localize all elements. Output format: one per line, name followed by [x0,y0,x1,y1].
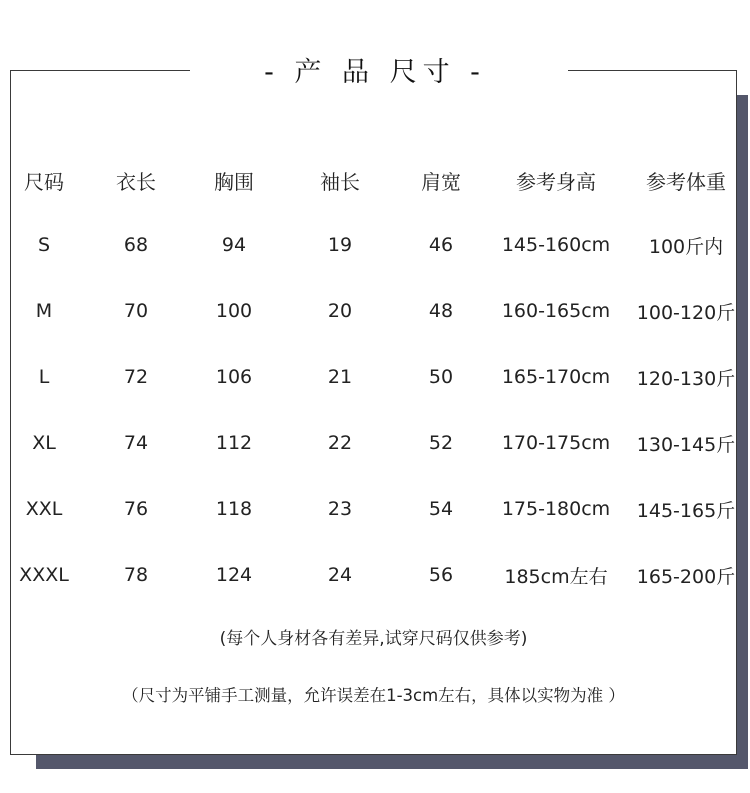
cell-sleeve: 22 [327,432,353,454]
cell-ref-height: 175-180cm [501,498,611,520]
size-table [10,148,736,608]
cell-sleeve: 19 [327,234,353,256]
cell-chest: 106 [215,366,253,388]
cell-chest: 112 [215,432,253,454]
table-row [10,476,736,542]
cell-ref-weight: 120-130斤 [636,367,736,390]
cell-shoulder: 50 [428,366,454,388]
table-row [10,344,736,410]
cell-chest: 94 [221,234,247,256]
cell-chest: 100 [215,300,253,322]
cell-length: 74 [123,432,149,454]
cell-shoulder: 56 [428,564,454,586]
cell-sleeve: 24 [327,564,353,586]
cell-shoulder: 54 [428,498,454,520]
cell-size: S [37,234,51,256]
cell-ref-height: 170-175cm [501,432,611,454]
cell-shoulder: 48 [428,300,454,322]
table-row [10,212,736,278]
cell-size: L [38,366,50,388]
cell-length: 68 [123,234,149,256]
cell-ref-height: 185cm左右 [504,565,608,588]
cell-ref-height: 145-160cm [501,234,611,256]
header-shoulder: 肩宽 [421,169,461,194]
table-header-row [10,148,736,212]
cell-ref-height: 160-165cm [501,300,611,322]
cell-ref-height: 165-170cm [501,366,611,388]
cell-shoulder: 46 [428,234,454,256]
cell-length: 72 [123,366,149,388]
header-chest: 胸围 [214,169,254,194]
cell-length: 76 [123,498,149,520]
cell-size: XXXL [19,564,69,586]
cell-sleeve: 23 [327,498,353,520]
header-size: 尺码 [24,169,64,194]
cell-length: 70 [123,300,149,322]
cell-ref-weight: 130-145斤 [636,433,736,456]
table-row [10,278,736,344]
cell-size: XL [32,432,56,454]
cell-sleeve: 20 [327,300,353,322]
cell-ref-weight: 100斤内 [648,235,724,258]
cell-chest: 124 [215,564,253,586]
table-row [10,410,736,476]
header-ref-height: 参考身高 [516,169,596,194]
cell-ref-weight: 145-165斤 [636,499,736,522]
cell-ref-weight: 100-120斤 [636,301,736,324]
cell-sleeve: 21 [327,366,353,388]
cell-size: M [35,300,53,322]
table-row [10,542,736,608]
cell-ref-weight: 165-200斤 [636,565,736,588]
cell-shoulder: 52 [428,432,454,454]
measurement-note: （尺寸为平铺手工测量，允许误差在1-3cm左右，具体以实物为准 ） [122,686,625,705]
cell-length: 78 [123,564,149,586]
fit-disclaimer: (每个人身材各有差异,试穿尺码仅供参考) [219,629,528,649]
page-title: - 产 品 尺寸 - [264,57,486,88]
header-ref-weight: 参考体重 [646,169,726,194]
cell-size: XXL [25,498,63,520]
cell-chest: 118 [215,498,253,520]
header-sleeve: 袖长 [320,169,360,194]
header-length: 衣长 [116,169,156,194]
